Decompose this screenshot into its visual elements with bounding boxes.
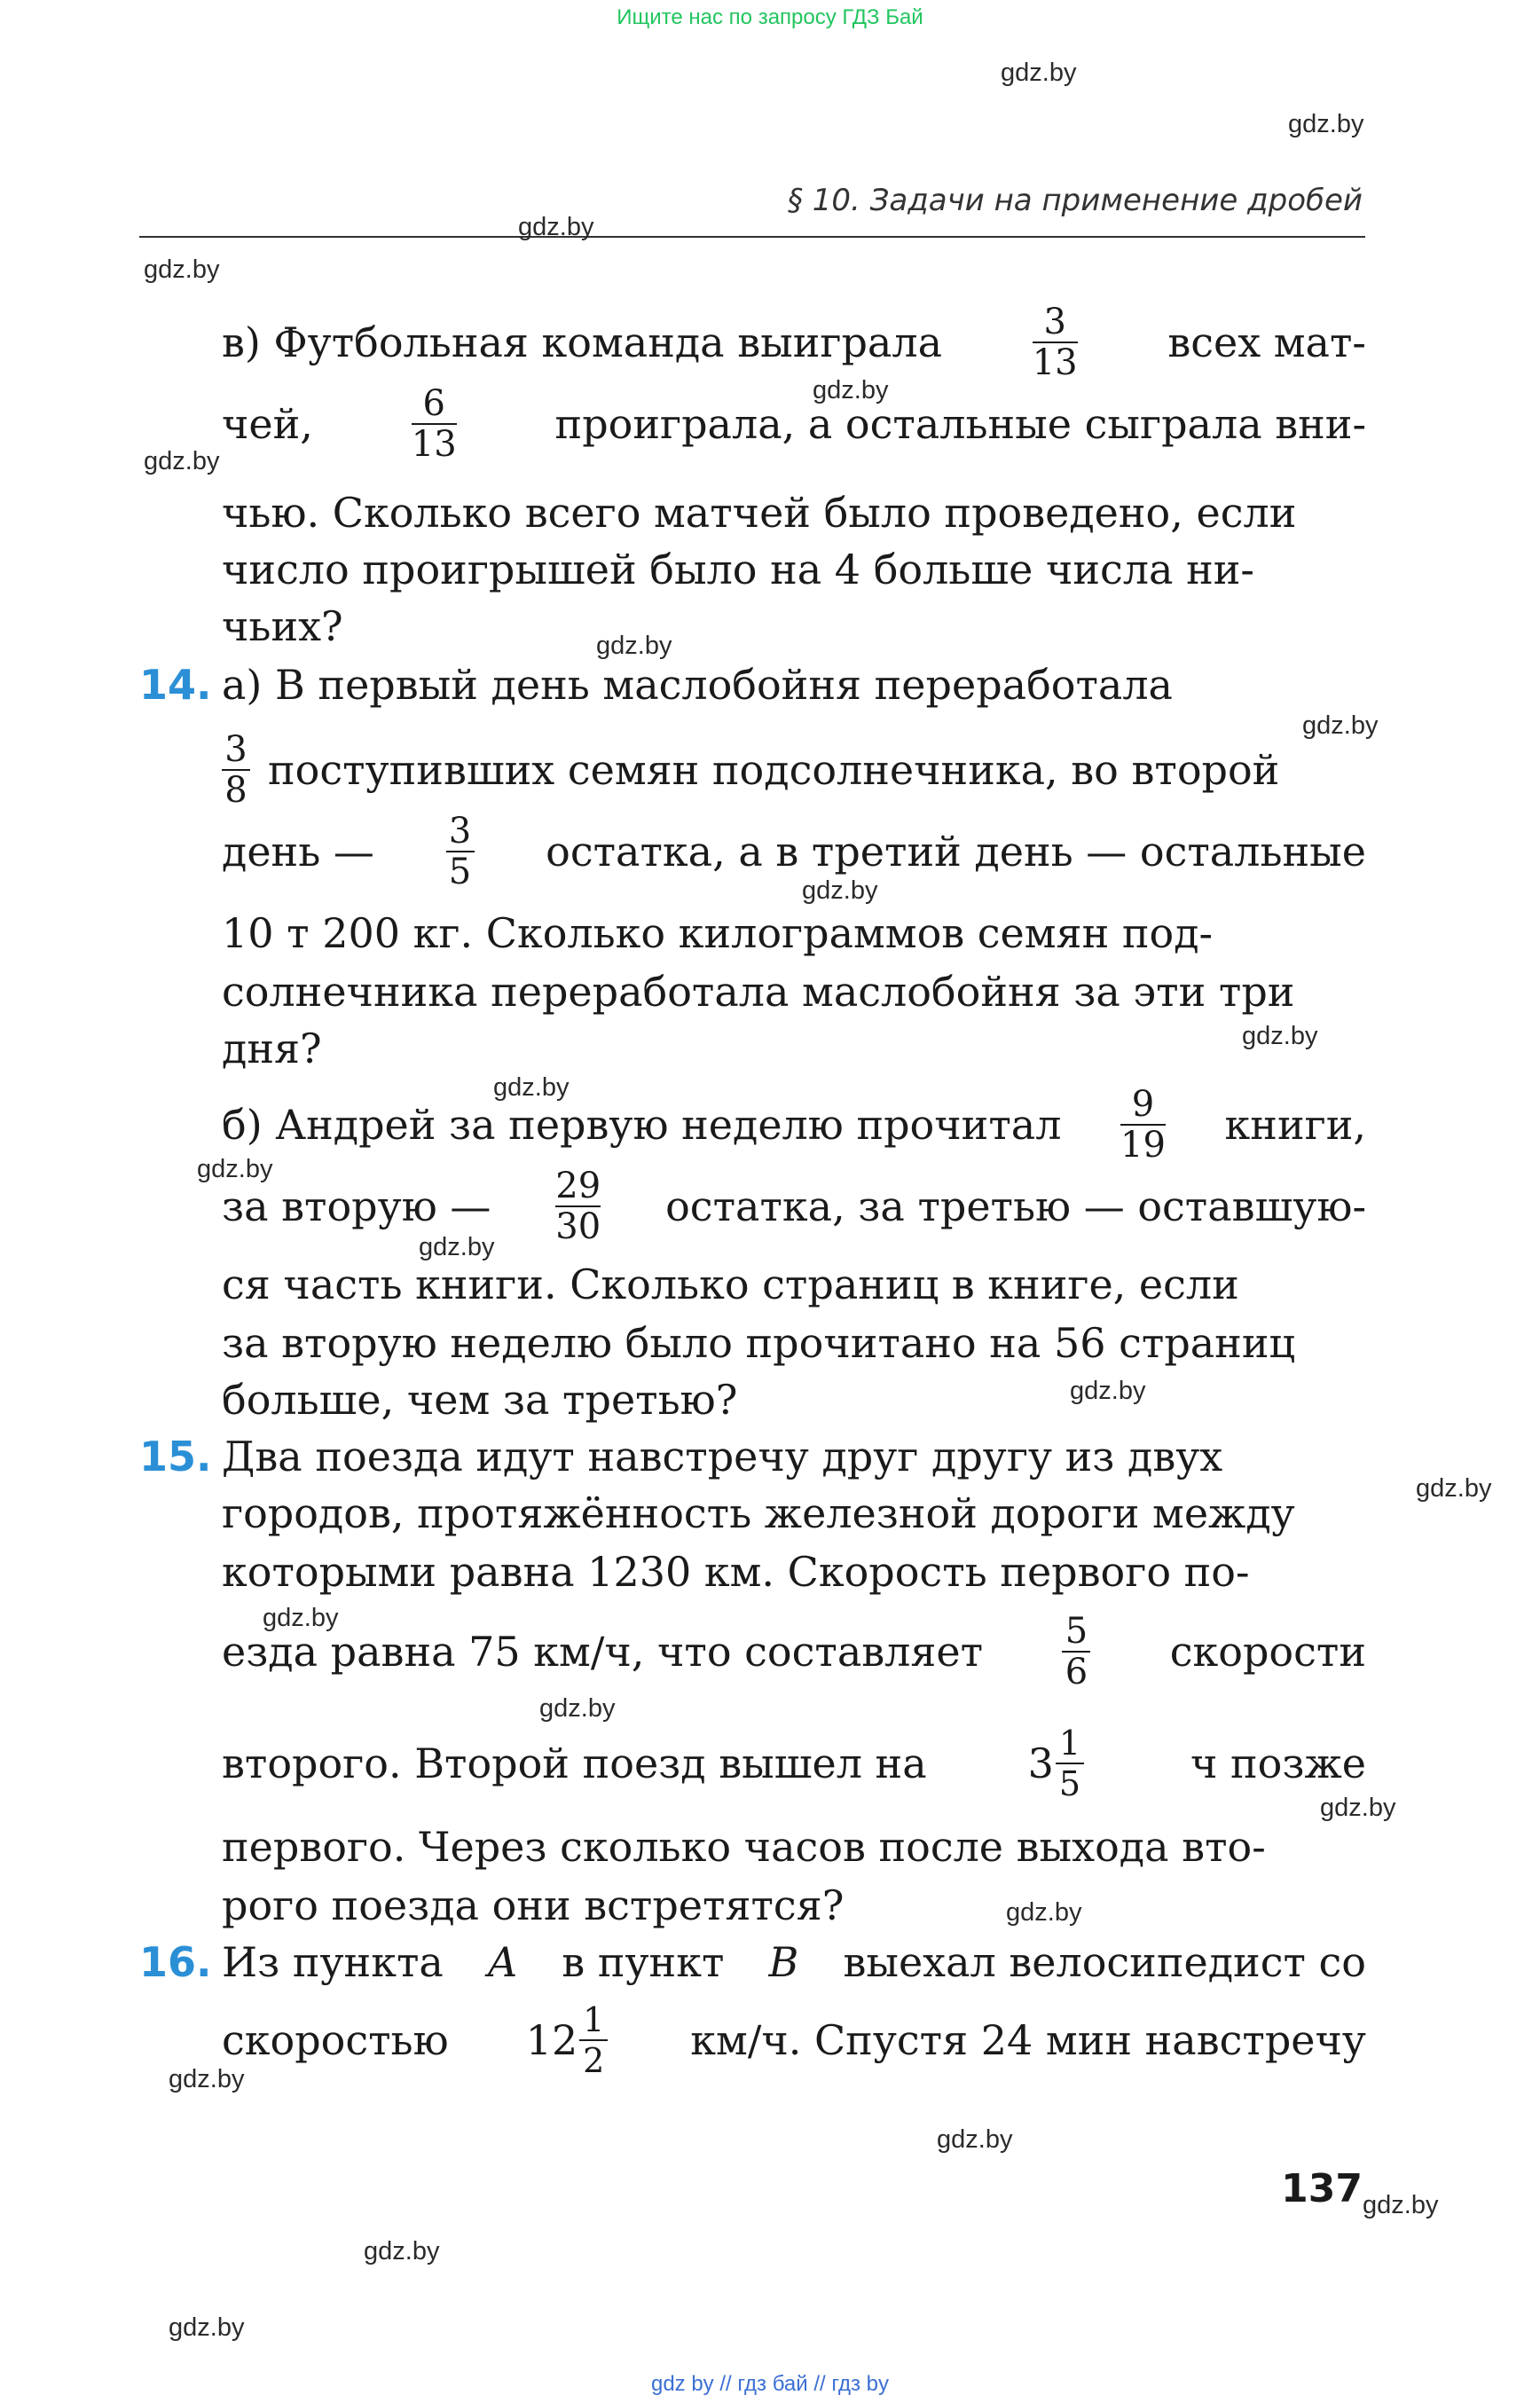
problem-14a-line-3: день — $\frac{3}{5}$ остатка, а в третий день — остальные [222, 811, 1366, 892]
fraction: $\frac{9}{19}$ [1120, 1084, 1166, 1166]
watermark: gdz.by [169, 2065, 245, 2093]
header-rule [139, 236, 1365, 238]
problem-14a-line-4: 10 т 200 кг. Сколько килограммов семян под- [222, 909, 1214, 957]
watermark: gdz.by [1006, 1898, 1082, 1927]
section-header: § 10. Задачи на применение дробей [787, 183, 1363, 218]
problem-15-line-4: езда равна 75 км/ч, что составляет $\frac{5}{6}$ скорости [222, 1611, 1366, 1692]
watermark: gdz.by [1302, 711, 1379, 740]
watermark: gdz.by [1320, 1794, 1396, 1822]
fraction: $\frac{3}{13}$ [1032, 302, 1078, 383]
problem-14a-line-5: солнечника переработала маслобойня за эти три [222, 968, 1295, 1016]
watermark: gdz.by [419, 1233, 495, 1261]
mixed-number: 12 $\frac{1}{2}$ [526, 2000, 614, 2080]
problem-13v-line-3: чью. Сколько всего матчей было проведено, если [222, 489, 1297, 537]
watermark: gdz.by [539, 1694, 616, 1723]
problem-14a-line-1: а) В первый день маслобойня переработала [222, 661, 1173, 709]
problem-14b-line-3: ся часть книги. Сколько страниц в книге, если [222, 1260, 1239, 1308]
problem-number-15: 15. [139, 1433, 212, 1480]
problem-15-line-5: второго. Второй поезд вышел на 3 $\frac{1}{5}$ ч позже [222, 1724, 1366, 1803]
page-number: 137 [1281, 2166, 1363, 2211]
problem-15-line-2: городов, протяжённость железной дороги между [222, 1489, 1295, 1537]
problem-number-16: 16. [139, 1938, 212, 1986]
problem-number-14: 14. [139, 661, 212, 709]
problem-13v-line-4: число проигрышей было на 4 больше числа ни- [222, 546, 1254, 593]
watermark: gdz.by [1242, 1022, 1318, 1050]
problem-13v-line-1: в) Футбольная команда выиграла $\frac{3}{13}$ всех мат- [222, 302, 1366, 383]
fraction: $\frac{6}{13}$ [411, 383, 457, 465]
watermark: gdz.by [263, 1604, 339, 1632]
mixed-number: 3 $\frac{1}{5}$ [1028, 1724, 1089, 1803]
watermark: gdz.by [144, 447, 220, 475]
problem-14a-line-2: $\frac{3}{8}$ поступивших семян подсолнечника, во второй [222, 743, 1366, 797]
watermark: gdz.by [169, 2313, 245, 2342]
top-search-note[interactable]: Ищите нас по запросу ГДЗ Бай [617, 5, 923, 29]
problem-14b-line-4: за вторую неделю было прочитано на 56 страниц [222, 1319, 1296, 1367]
watermark: gdz.by [1416, 1474, 1492, 1503]
watermark: gdz.by [937, 2125, 1013, 2154]
fraction: $\frac{29}{30}$ [555, 1166, 601, 1247]
bottom-links[interactable]: gdz by // гдз бай // гдз by [650, 2372, 890, 2396]
watermark: gdz.by [1288, 110, 1364, 138]
watermark: gdz.by [518, 213, 594, 241]
watermark: gdz.by [197, 1155, 273, 1183]
problem-13v-line-5: чьих? [222, 602, 343, 650]
problem-15-line-7: рого поезда они встретятся? [222, 1881, 845, 1929]
watermark: gdz.by [1363, 2191, 1439, 2219]
watermark: gdz.by [802, 876, 878, 905]
watermark: gdz.by [596, 632, 672, 660]
watermark: gdz.by [364, 2237, 440, 2266]
problem-14b-line-2: за вторую — $\frac{29}{30}$ остатка, за третью — оставшую- [222, 1166, 1366, 1247]
problem-14b-line-1: б) Андрей за первую неделю прочитал $\frac{9}{19}$ книги, [222, 1084, 1366, 1166]
watermark: gdz.by [813, 376, 889, 404]
watermark: gdz.by [493, 1073, 570, 1102]
problem-15-line-3: которыми равна 1230 км. Скорость первого по- [222, 1548, 1250, 1596]
watermark: gdz.by [1001, 59, 1077, 87]
fraction: $\frac{3}{5}$ [446, 812, 475, 891]
problem-13v-line-2: чей, $\frac{6}{13}$ проиграла, а остальные сыграла вни- [222, 383, 1366, 465]
problem-16-line-2: скоростью 12 $\frac{1}{2}$ км/ч. Спустя 24 мин навстречу [222, 2000, 1366, 2080]
fraction: $\frac{3}{8}$ [222, 730, 250, 810]
watermark: gdz.by [144, 255, 220, 284]
problem-15-line-1: Два поезда идут навстречу друг другу из двух [222, 1433, 1223, 1480]
problem-16-line-1: Из пункта A в пункт B выехал велосипедист со [222, 1938, 1366, 1986]
fraction: $\frac{5}{6}$ [1062, 1612, 1090, 1692]
watermark: gdz.by [1070, 1377, 1146, 1405]
problem-15-line-6: первого. Через сколько часов после выхода вто- [222, 1823, 1266, 1871]
problem-14a-line-6: дня? [222, 1025, 322, 1072]
problem-14b-line-5: больше, чем за третью? [222, 1376, 738, 1424]
